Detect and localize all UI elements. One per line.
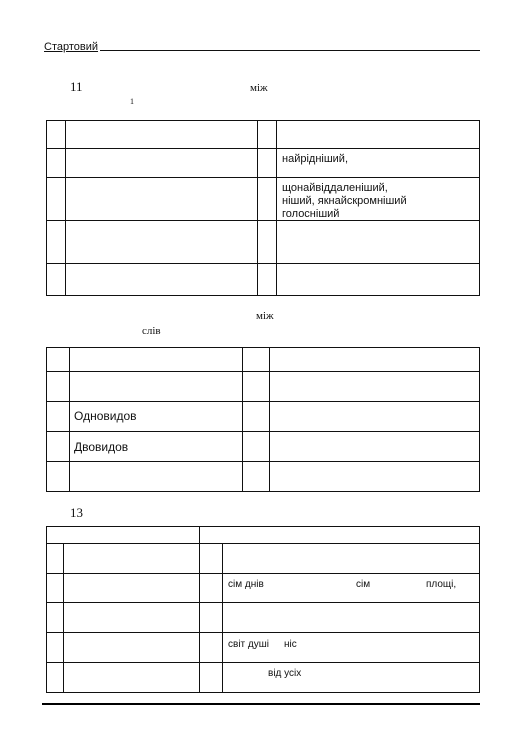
table3-col-line [222,543,223,693]
table1-row-line [46,177,480,178]
table2-row-line [46,401,480,402]
table2-cell: Одновидов [74,409,137,423]
table3-row-line [46,573,480,574]
table1-border-top [46,120,480,121]
table2-row-line [46,431,480,432]
table3-cell-part: ніс [284,639,297,650]
table3-cell-part: сім днів [228,579,264,590]
table1-cell-line: ніший, якнайскромніший [282,195,407,207]
table2-border-top [46,347,480,348]
table3-row-line [46,602,480,603]
table1-row-line [46,263,480,264]
table2-col-line [46,347,47,492]
section2-sub-word: слів [142,325,161,337]
table1-row-line [46,220,480,221]
header-label: Стартовий [44,41,99,53]
table1-col-line [276,120,277,296]
table1-col-line [257,120,258,296]
section2-center-word: між [256,310,274,322]
table1-col-line [65,120,66,296]
table3-cell: від усіх [268,668,302,679]
table3-cell-part: площі, [426,579,457,590]
header-rule [100,50,480,51]
table2-border-bottom [46,491,480,492]
table3-col-line [63,543,64,693]
table2-row-line [46,461,480,462]
table2-col-line [479,347,480,492]
table3-cell-part: світ душі [228,639,269,650]
table2-col-line [69,347,70,492]
table2-row-line [46,371,480,372]
section1-number: 11 [70,79,83,94]
table3-col-line [479,526,480,693]
bottom-rule [42,703,480,705]
table3-cell-part: сім [356,579,371,590]
section1-center-word: між [250,82,268,94]
table1-col-line [46,120,47,296]
table1-row-line [46,148,480,149]
section1-superscript: 1 [130,97,134,106]
table3-col-line [46,526,47,693]
table3-border-bottom [46,692,480,693]
table3-col-line [199,526,200,693]
table2-cell: Двовидов [74,440,129,454]
table2-col-line [242,347,243,492]
table1-cell: найрідніший, [282,153,349,165]
table3-row-line [46,543,480,544]
table3-row-line [46,632,480,633]
table1-col-line [479,120,480,296]
table1-border-bottom [46,295,480,296]
table3-row-line [46,662,480,663]
table3-border-top [46,526,480,527]
table1-cell-line: голосніший [282,208,340,220]
table2-col-line [269,347,270,492]
table1-cell-line: щонайвіддаленіший, [282,182,388,194]
section3-number: 13 [70,505,83,520]
